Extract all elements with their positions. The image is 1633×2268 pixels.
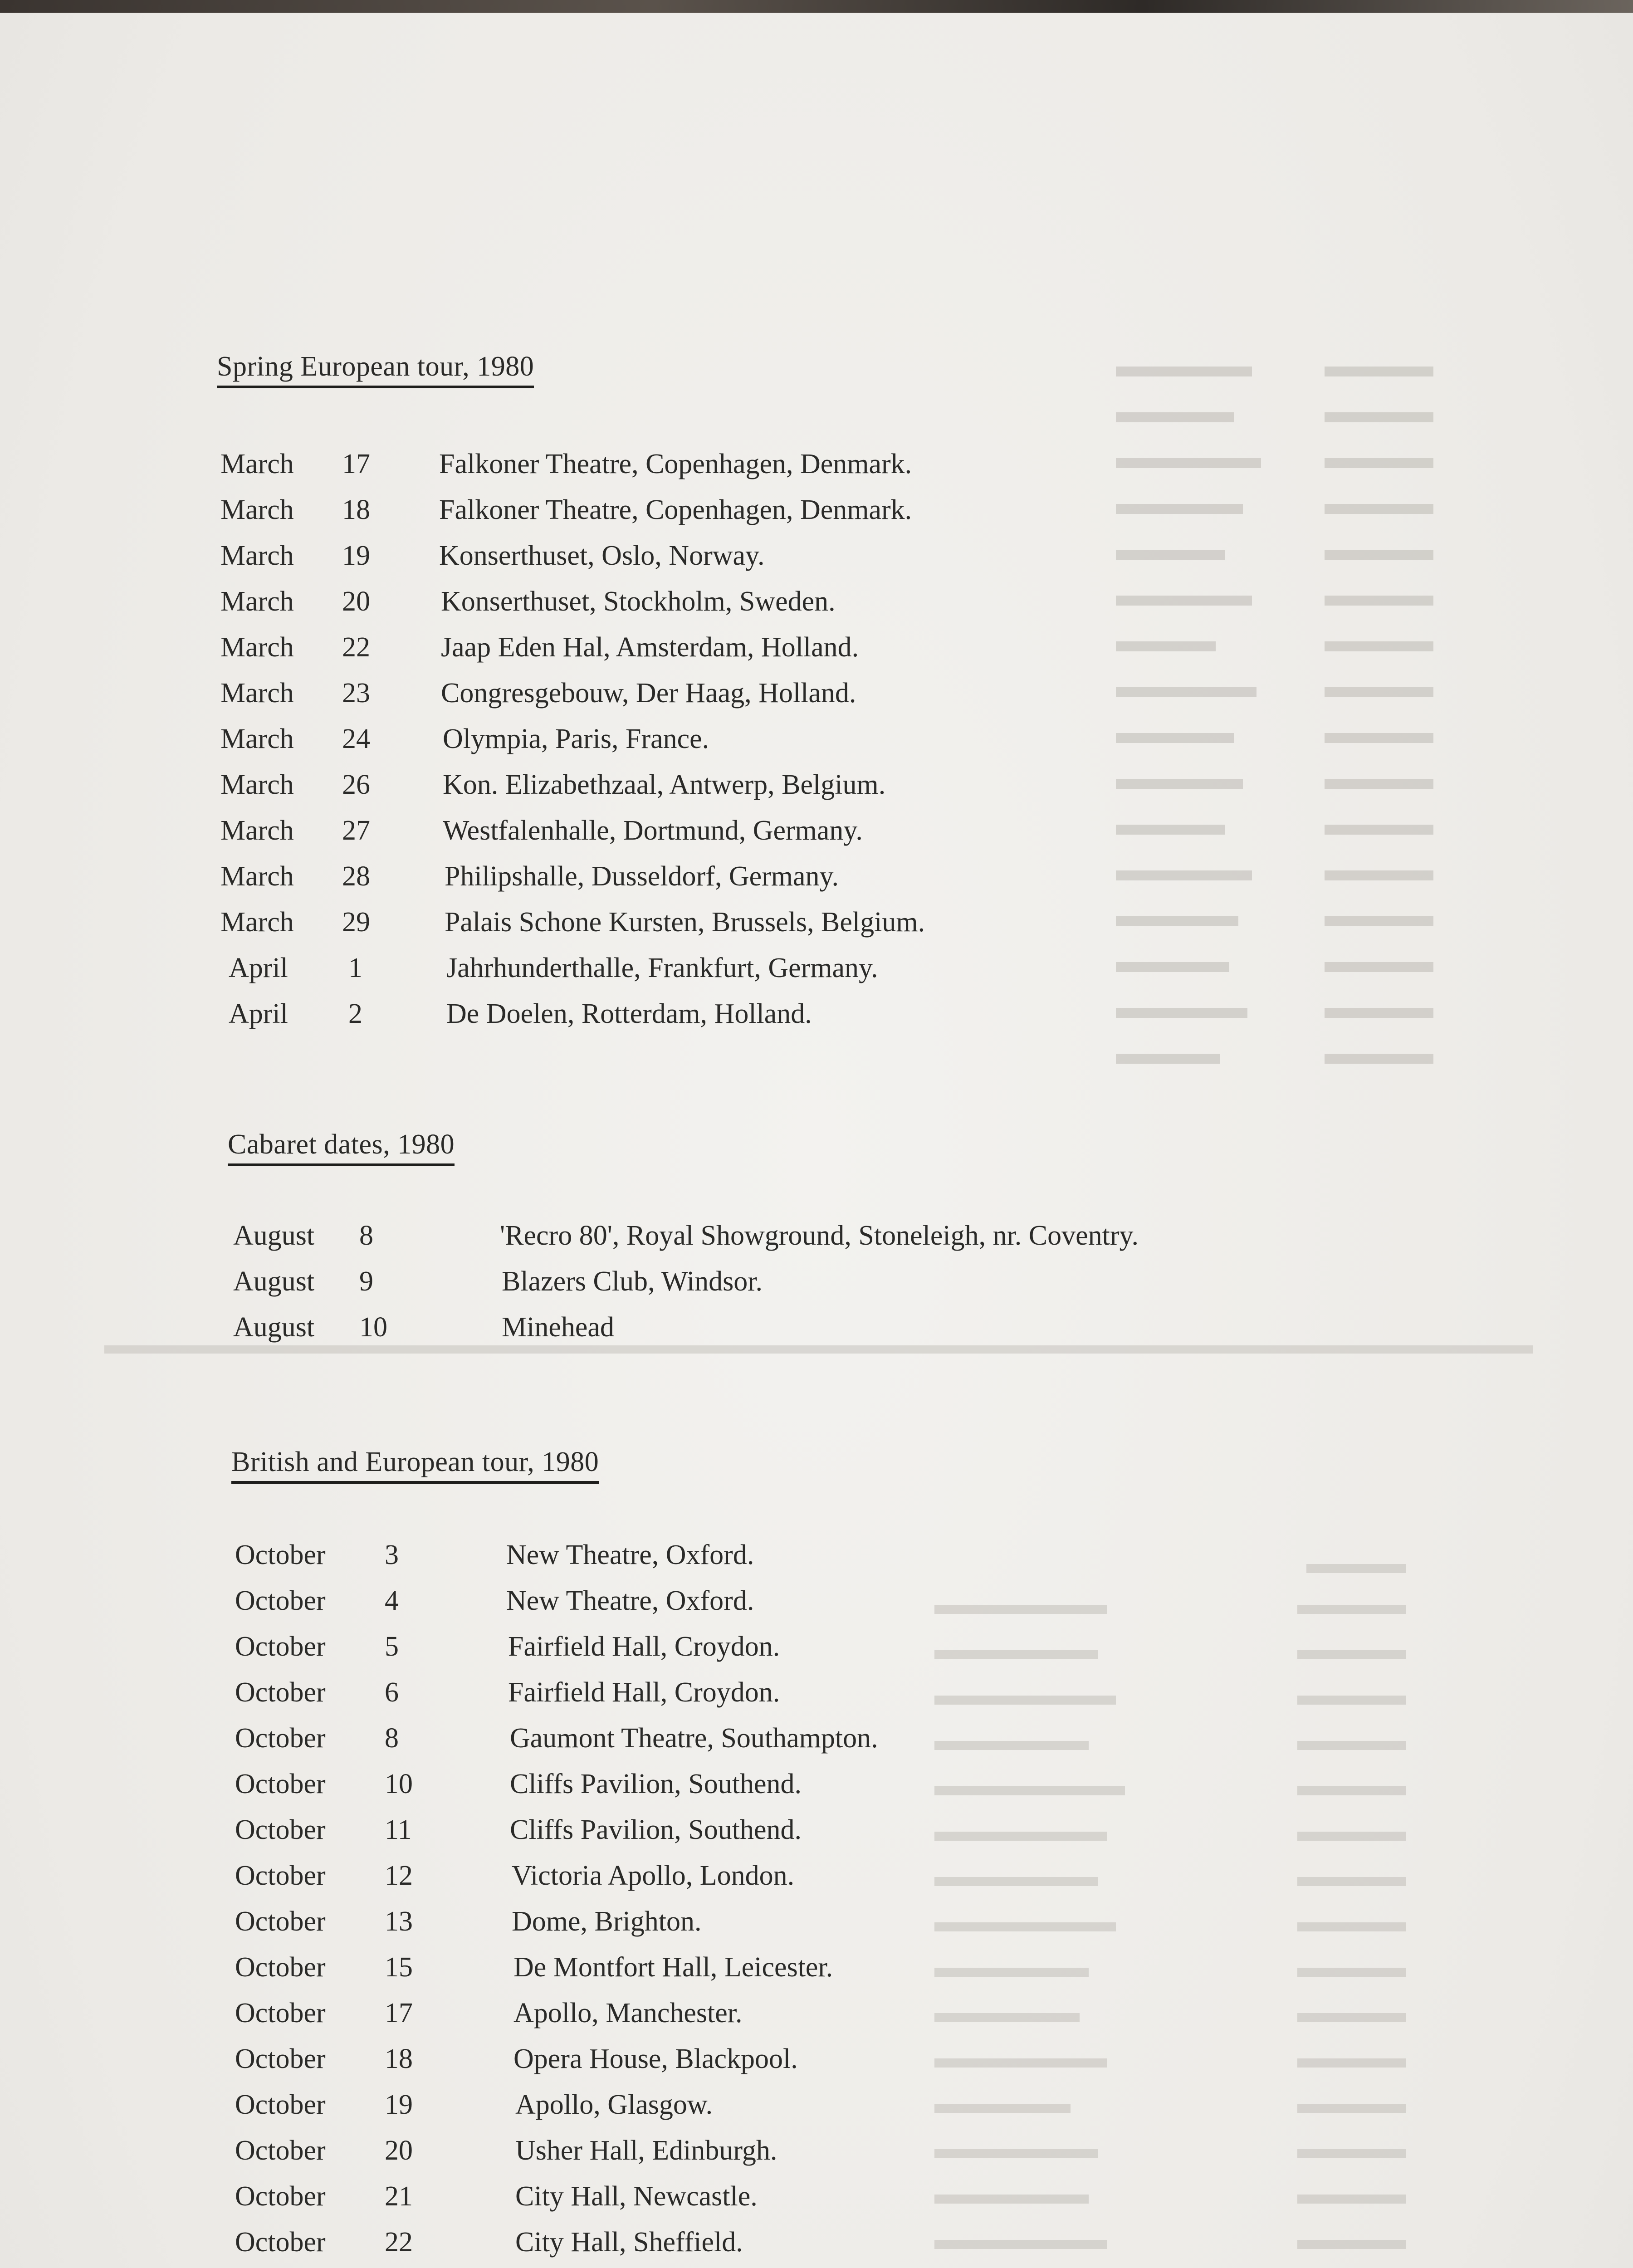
tour-date-row [217,716,1396,762]
venue: De Montfort Hall, Leicester. [513,1952,833,1983]
date-month [235,2265,326,2268]
venue: Congresgebouw, Der Haag, Holland. [441,678,856,709]
date-day: 2 [348,998,362,1029]
date-month: August [233,1220,315,1251]
date-day: 28 [342,861,370,892]
date-day [385,2265,413,2268]
venue: Konserthuset, Oslo, Norway. [439,540,765,571]
venue: Jahrhunderthalle, Frankfurt, Germany. [446,953,878,983]
date-day: 22 [342,632,370,663]
tour-date-row [231,2036,1411,2082]
venue: Philipshalle, Dusseldorf, Germany. [445,861,839,892]
date-day: 23 [342,678,370,709]
date-day: 18 [342,494,370,525]
date-month: October [235,1860,326,1891]
date-day: 19 [342,540,370,571]
date-day: 21 [385,2181,413,2212]
tour-date-row [231,1532,1411,1578]
tour-date-list [217,441,1396,1037]
date-day: 10 [359,1312,387,1343]
page-top-edge [0,0,1633,13]
venue: Minehead [502,1312,614,1343]
date-day: 10 [385,1769,413,1799]
venue: Cliffs Pavilion, Southend. [510,1769,802,1799]
tour-date-row [231,1716,1411,1761]
tour-date-row [231,1990,1411,2036]
tour-date-row [231,2082,1411,2128]
venue: Blazers Club, Windsor. [502,1266,763,1297]
date-month: October [235,1723,326,1754]
section-heading: Spring European tour, 1980 [217,351,534,388]
date-month: October [235,1540,326,1570]
venue: Dome, Brighton. [512,1906,702,1937]
venue: City Hall, Newcastle. [515,2181,758,2212]
venue: Falkoner Theatre, Copenhagen, Denmark. [439,449,912,479]
date-day: 15 [385,1952,413,1983]
date-day: 5 [385,1631,399,1662]
tour-date-row [231,2128,1411,2174]
date-day: 12 [385,1860,413,1891]
date-day: 27 [342,815,370,846]
venue: Apollo, Glasgow. [515,2089,713,2120]
venue: City Hall, Sheffield. [515,2227,743,2258]
page [0,13,1633,2268]
tour-date-row [217,945,1396,991]
date-month: October [235,1906,326,1937]
section-heading: Cabaret dates, 1980 [228,1129,455,1166]
date-day: 17 [385,1998,413,2028]
venue: Palais Schone Kursten, Brussels, Belgium. [445,907,925,938]
date-day: 11 [385,1814,412,1845]
venue: Gaumont Theatre, Southampton. [510,1723,878,1754]
date-day: 26 [342,769,370,800]
venue: Victoria Apollo, London. [512,1860,795,1891]
date-month: October [235,2135,326,2166]
tour-date-row [231,1807,1411,1853]
date-month: October [235,1952,326,1983]
date-day: 8 [385,1723,399,1754]
date-day: 4 [385,1585,399,1616]
tour-date-row [217,899,1396,945]
tour-date-row [231,1578,1411,1624]
venue: Usher Hall, Edinburgh. [515,2135,777,2166]
date-day: 3 [385,1540,399,1570]
venue: Opera House, Blackpool. [513,2043,798,2074]
venue: Kon. Elizabethzaal, Antwerp, Belgium. [443,769,886,800]
date-month: April [229,998,288,1029]
date-day: 8 [359,1220,373,1251]
venue: Olympia, Paris, France. [443,723,709,754]
date-day: 6 [385,1677,399,1708]
venue: Cliffs Pavilion, Southend. [510,1814,802,1845]
tour-date-row [217,579,1396,625]
tour-date-row [217,991,1396,1037]
tour-date-row [231,1853,1411,1899]
date-month: October [235,1677,326,1708]
tour-date-row [231,1670,1411,1716]
tour-date-row [231,1761,1411,1807]
tour-date-row [217,808,1396,854]
venue: Apollo, Manchester. [513,1998,743,2028]
date-month: March [220,632,294,663]
date-month: October [235,2227,326,2258]
date-day: 24 [342,723,370,754]
date-month: October [235,1769,326,1799]
date-month: April [229,953,288,983]
date-month: October [235,1998,326,2028]
section-heading: British and European tour, 1980 [231,1446,599,1484]
tour-date-row [217,670,1396,716]
date-month: March [220,815,294,846]
date-month: March [220,449,294,479]
tour-date-row [228,1259,1498,1305]
date-day: 19 [385,2089,413,2120]
tour-date-row [217,854,1396,899]
tour-date-row [231,2174,1411,2219]
section-cabaret-dates [228,1129,1139,1343]
date-month: March [220,723,294,754]
date-day: 20 [342,586,370,617]
section-british-european-tour [231,1446,878,2258]
venue: New Theatre, Oxford. [506,1585,754,1616]
tour-date-row [231,1899,1411,1945]
venue: De Doelen, Rotterdam, Holland. [446,998,812,1029]
date-month: October [235,1585,326,1616]
venue: Konserthuset, Stockholm, Sweden. [441,586,836,617]
venue: Falkoner Theatre, Copenhagen, Denmark. [439,494,912,525]
date-day: 22 [385,2227,413,2258]
date-month: March [220,494,294,525]
venue [517,2265,774,2268]
tour-date-list [231,1532,1411,2268]
tour-date-row [217,762,1396,808]
date-day: 9 [359,1266,373,1297]
venue: Jaap Eden Hal, Amsterdam, Holland. [441,632,859,663]
date-day: 20 [385,2135,413,2166]
date-day: 29 [342,907,370,938]
date-month: August [233,1266,315,1297]
date-month: October [235,2181,326,2212]
tour-date-row [228,1213,1498,1259]
tour-date-row [217,625,1396,670]
date-day: 1 [348,953,362,983]
tour-date-list [228,1213,1498,1350]
date-month: March [220,769,294,800]
venue: Fairfield Hall, Croydon. [508,1677,780,1708]
venue: Fairfield Hall, Croydon. [508,1631,780,1662]
tour-date-row [231,2219,1411,2265]
date-month: March [220,861,294,892]
date-month: March [220,586,294,617]
tour-date-row [231,1624,1411,1670]
venue: New Theatre, Oxford. [506,1540,754,1570]
date-day: 13 [385,1906,413,1937]
date-month: March [220,907,294,938]
tour-date-row [228,1305,1498,1350]
date-month: March [220,678,294,709]
date-month: August [233,1312,315,1343]
tour-date-row [231,1945,1411,1990]
date-month: March [220,540,294,571]
date-day: 17 [342,449,370,479]
venue: Westfalenhalle, Dortmund, Germany. [443,815,863,846]
venue: 'Recro 80', Royal Showground, Stoneleigh, nr. Coventry. [500,1220,1139,1251]
tour-date-row [231,2265,1411,2268]
date-month: October [235,2043,326,2074]
tour-date-row [217,487,1396,533]
date-month: October [235,2089,326,2120]
date-month: October [235,1631,326,1662]
tour-date-row [217,533,1396,579]
section-spring-european-tour [217,351,925,1029]
date-month: October [235,1814,326,1845]
date-day: 18 [385,2043,413,2074]
tour-date-row [217,441,1396,487]
